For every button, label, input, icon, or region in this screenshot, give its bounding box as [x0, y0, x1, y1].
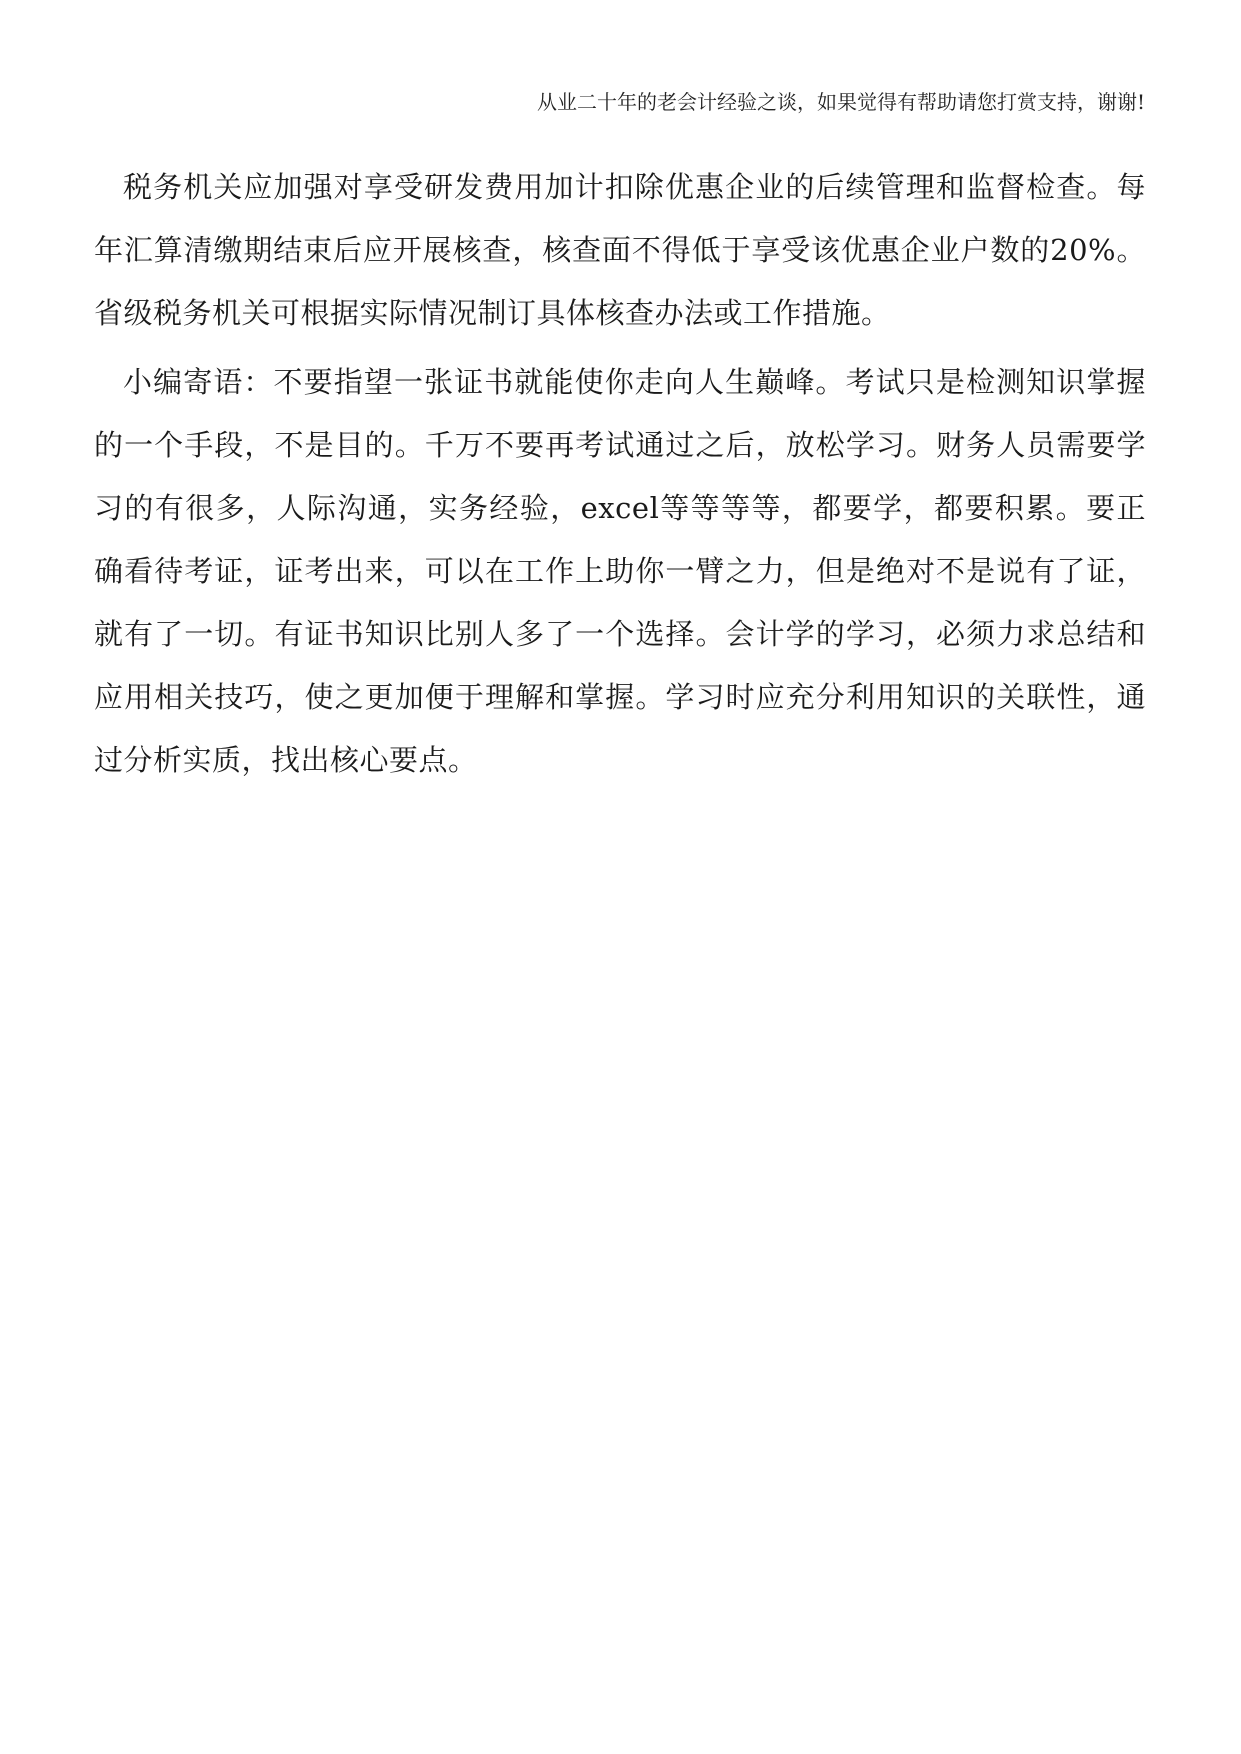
- document-body: [94, 156, 1146, 798]
- paragraph-tax-inspection: 税务机关应加强对享受研发费用加计扣除优惠企业的后续管理和监督检查。每年汇算清缴期结束后应开展核查，核查面不得低于享受该优惠企业户数的20%。省级税务机关可根据实际情况制订具体核查办法或工作措施。: [94, 170, 1146, 330]
- paragraph-editor-note: 小编寄语：不要指望一张证书就能使你走向人生巅峰。考试只是检测知识掌握的一个手段，不是目的。千万不要再考试通过之后，放松学习。财务人员需要学习的有很多，人际沟通，实务经验，excel等等等等，都要学，都要积累。要正确看待考证，证考出来，可以在工作上助你一臂之力，但是绝对不是说有了证，就有了一切。有证书知识比别人多了一个选择。会计学的学习，必须力求总结和应用相关技巧，使之更加便于理解和掌握。学习时应充分利用知识的关联性，通过分析实质，找出核心要点。: [94, 365, 1146, 777]
- header-note: 从业二十年的老会计经验之谈，如果觉得有帮助请您打赏支持，谢谢!: [536, 90, 1145, 114]
